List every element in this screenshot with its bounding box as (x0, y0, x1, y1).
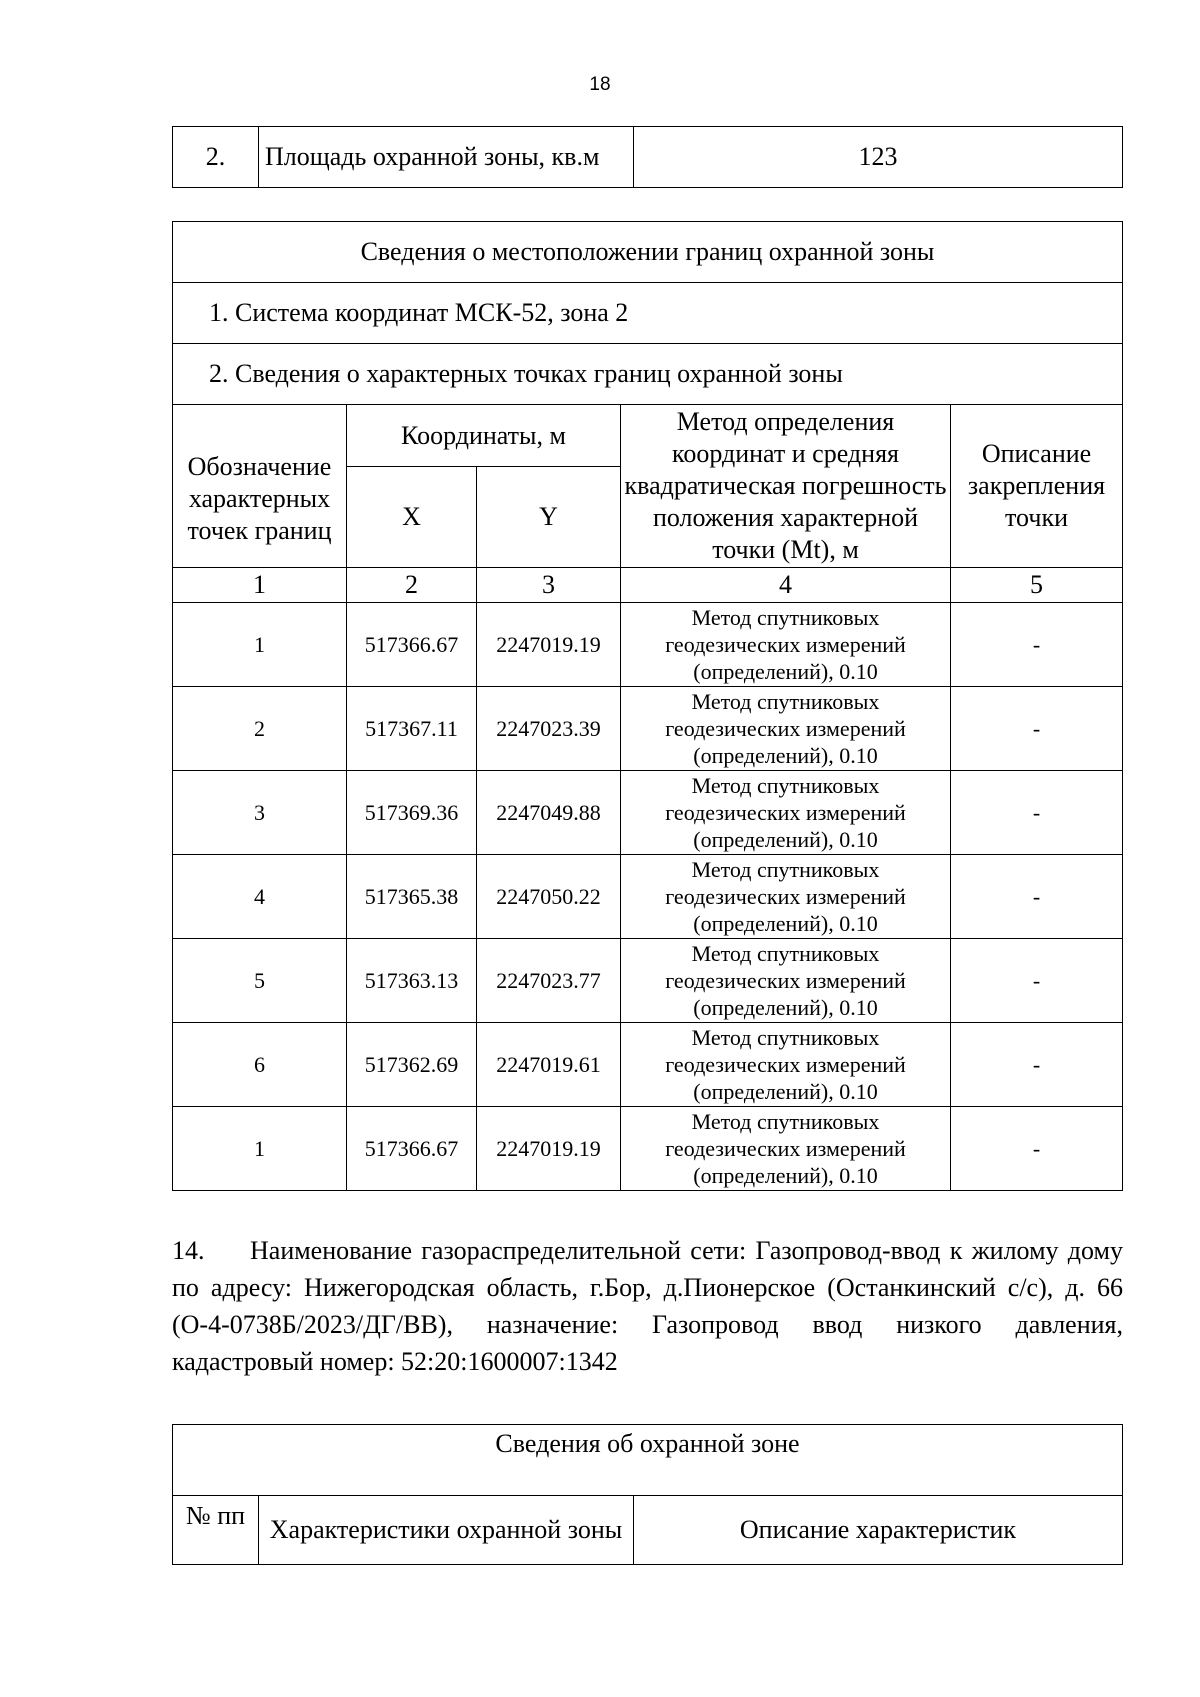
point-x: 517365.38 (347, 855, 477, 939)
col-coords: Координаты, м (347, 405, 621, 467)
table-row (173, 771, 1123, 855)
method-line: Метод спутниковых (691, 1025, 880, 1050)
point-method (621, 1107, 951, 1191)
method-line: геодезических измерений (665, 716, 906, 741)
table-header-row (173, 1496, 1123, 1565)
point-y: 2247019.61 (477, 1023, 621, 1107)
point-desc: - (951, 687, 1123, 771)
method-line: (определений), 0.10 (693, 1079, 878, 1104)
point-desc: - (951, 855, 1123, 939)
point-y: 2247019.19 (477, 603, 621, 687)
method-line: геодезических измерений (665, 1052, 906, 1077)
col-number: 2 (347, 568, 477, 603)
method-line: (определений), 0.10 (693, 743, 878, 768)
method-line: геодезических измерений (665, 1136, 906, 1161)
point-x: 517366.67 (347, 1107, 477, 1191)
col-x: X (347, 467, 477, 568)
col-num: № пп (173, 1496, 259, 1565)
col-description: Описание закрепления точки (951, 405, 1123, 568)
table-row (173, 603, 1123, 687)
point-method (621, 939, 951, 1023)
method-line: Метод спутниковых (691, 857, 880, 882)
point-x: 517366.67 (347, 603, 477, 687)
table-row (173, 939, 1123, 1023)
point-desc: - (951, 1107, 1123, 1191)
point-id: 3 (173, 771, 347, 855)
point-id: 6 (173, 1023, 347, 1107)
col-desc: Описание характеристик (634, 1496, 1123, 1565)
area-label: Площадь охранной зоны, кв.м (259, 127, 634, 188)
table-header-row (173, 405, 1123, 467)
area-table (172, 126, 1123, 188)
point-y: 2247023.39 (477, 687, 621, 771)
method-line: (определений), 0.10 (693, 827, 878, 852)
method-line: Метод спутниковых (691, 1109, 880, 1134)
location-title: Сведения о местоположении границ охранной зоны (173, 222, 1123, 283)
column-numbers-row (173, 568, 1123, 603)
method-line: Метод спутниковых (691, 773, 880, 798)
method-line: геодезических измерений (665, 884, 906, 909)
point-id: 1 (173, 603, 347, 687)
method-line: (определений), 0.10 (693, 995, 878, 1020)
table-row (173, 222, 1123, 283)
table-row (173, 1023, 1123, 1107)
point-desc: - (951, 771, 1123, 855)
point-id: 1 (173, 1107, 347, 1191)
method-line: Метод спутниковых (691, 941, 880, 966)
point-x: 517367.11 (347, 687, 477, 771)
col-number: 1 (173, 568, 347, 603)
method-line: (определений), 0.10 (693, 911, 878, 936)
point-x: 517362.69 (347, 1023, 477, 1107)
zone-title: Сведения об охранной зоне (173, 1425, 1123, 1496)
col-number: 3 (477, 568, 621, 603)
method-line: геодезических измерений (665, 632, 906, 657)
area-num: 2. (173, 127, 259, 188)
point-y: 2247023.77 (477, 939, 621, 1023)
method-line: Метод спутниковых (691, 605, 880, 630)
method-line: геодезических измерений (665, 800, 906, 825)
col-method: Метод определения координат и средняя квадратическая погрешность положения характерной точки (Mt), м (621, 405, 951, 568)
method-line: (определений), 0.10 (693, 1163, 878, 1188)
col-number: 5 (951, 568, 1123, 603)
method-line: геодезических измерений (665, 968, 906, 993)
point-method (621, 1023, 951, 1107)
table-row (173, 855, 1123, 939)
method-line: (определений), 0.10 (693, 659, 878, 684)
area-value: 123 (634, 127, 1123, 188)
point-y: 2247050.22 (477, 855, 621, 939)
table-row (173, 283, 1123, 344)
point-desc: - (951, 603, 1123, 687)
col-designation: Обозначение характерных точек границ (173, 405, 347, 568)
page-number: 18 (589, 74, 611, 95)
point-id: 5 (173, 939, 347, 1023)
table-row (173, 344, 1123, 405)
point-desc: - (951, 1023, 1123, 1107)
coord-system: 1. Система координат МСК-52, зона 2 (173, 283, 1123, 344)
col-char: Характеристики охранной зоны (259, 1496, 634, 1565)
point-method (621, 603, 951, 687)
point-x: 517369.36 (347, 771, 477, 855)
table-row (173, 127, 1123, 188)
points-title: 2. Сведения о характерных точках границ охранной зоны (173, 344, 1123, 405)
point-y: 2247049.88 (477, 771, 621, 855)
point-id: 2 (173, 687, 347, 771)
table-row (173, 1425, 1123, 1496)
point-x: 517363.13 (347, 939, 477, 1023)
paragraph-number: 14. (172, 1236, 205, 1265)
point-method (621, 771, 951, 855)
point-y: 2247019.19 (477, 1107, 621, 1191)
point-method (621, 855, 951, 939)
col-number: 4 (621, 568, 951, 603)
point-desc: - (951, 939, 1123, 1023)
method-line: Метод спутниковых (691, 689, 880, 714)
table-row (173, 687, 1123, 771)
col-y: Y (477, 467, 621, 568)
point-id: 4 (173, 855, 347, 939)
network-paragraph (172, 1232, 1123, 1380)
point-method (621, 687, 951, 771)
location-table (172, 221, 1123, 1191)
zone-table (172, 1424, 1123, 1565)
paragraph-text: Наименование газораспределительной сети: Газопровод-ввод к жилому дому по адресу: Нижегородская область, г.Бор, д.Пионерское (Останкинский с/с), д. 66 (О-4-0738Б/2023/ДГ/ВВ), назначение: Газопровод ввод низкого давления, кадастровый номер: 52:20:1600007:1342 (172, 1236, 1123, 1376)
table-row (173, 1107, 1123, 1191)
